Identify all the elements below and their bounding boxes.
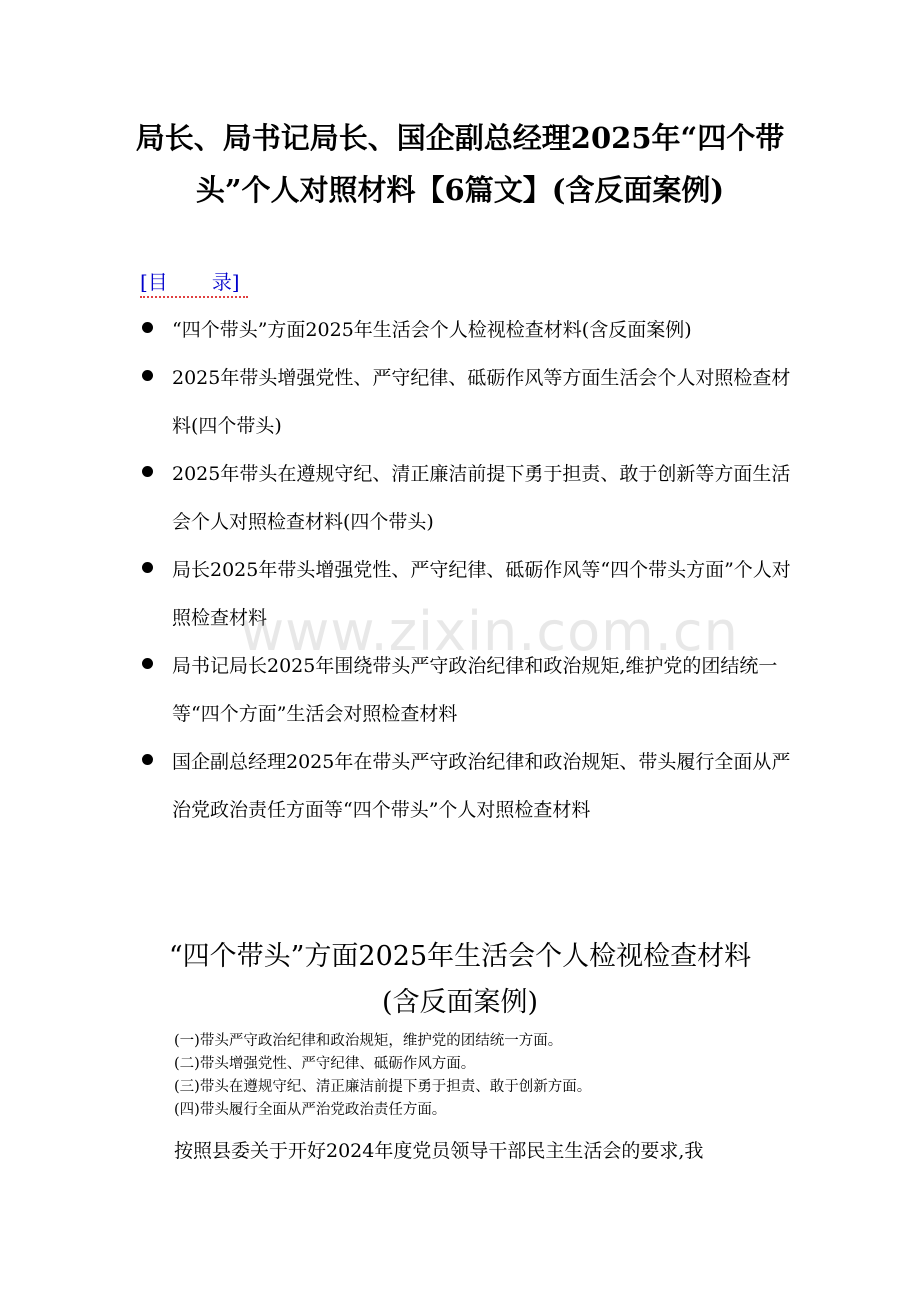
section-title-line-1: “四个带头”方面2025年生活会个人检视检查材料 (168, 941, 752, 972)
toc-item[interactable] (140, 450, 800, 546)
toc-heading-right: 录] (211, 270, 240, 294)
section-point: (三)带头在遵规守纪、清正廉洁前提下勇于担责、敢于创新方面。 (174, 1079, 592, 1095)
toc-item-text: “四个带头”方面2025年生活会个人检视检查材料(含反面案例) (172, 319, 692, 341)
section-point: (四)带头履行全面从严治党政治责任方面。 (174, 1102, 447, 1118)
toc-item[interactable] (140, 306, 800, 354)
document-title-line-2: 头”个人对照材料【6篇文】(含反面案例) (195, 173, 725, 207)
toc-item[interactable] (140, 354, 800, 450)
document-title-line-1: 局长、局书记局长、国企副总经理2025年“四个带 (135, 121, 785, 155)
document-title (120, 112, 800, 216)
bullet-icon (142, 466, 153, 477)
section-point: (二)带头增强党性、严守纪律、砥砺作风方面。 (174, 1056, 476, 1072)
bullet-icon (142, 562, 153, 573)
toc-item-text: 2025年带头在遵规守纪、清正廉洁前提下勇于担责、敢于创新等方面生活会个人对照检查材料(四个带头) (172, 463, 791, 533)
watermark: www.zixin.com.cn (240, 600, 739, 663)
toc-heading[interactable] (140, 266, 240, 295)
section-points (174, 1030, 591, 1122)
bullet-icon (142, 322, 153, 333)
toc-item-text: 2025年带头增强党性、严守纪律、砥砺作风等方面生活会个人对照检查材料(四个带头) (172, 367, 791, 437)
section-point: (一)带头严守政治纪律和政治规矩，维护党的团结统一方面。 (174, 1033, 563, 1049)
toc-list (140, 306, 800, 834)
toc-item-text: 国企副总经理2025年在带头严守政治纪律和政治规矩、带头履行全面从严治党政治责任方面等“四个带头”个人对照检查材料 (172, 751, 791, 821)
toc-heading-underline (140, 293, 248, 298)
toc-item-text: 局书记局长2025年围绕带头严守政治纪律和政治规矩,维护党的团结统一等“四个方面”生活会对照检查材料 (172, 655, 778, 725)
toc-heading-left: [目 (140, 270, 168, 294)
section-title-line-2: (含反面案例) (381, 987, 539, 1018)
toc-item[interactable] (140, 738, 800, 834)
body-paragraph: 按照县委关于开好2024年度党员领导干部民主生活会的要求,我 (174, 1140, 704, 1162)
bullet-icon (142, 754, 153, 765)
bullet-icon (142, 658, 153, 669)
section-title (120, 934, 800, 1026)
toc-item-text: 局长2025年带头增强党性、严守纪律、砥砺作风等“四个带头方面”个人对照检查材料 (172, 559, 791, 629)
bullet-icon (142, 370, 153, 381)
